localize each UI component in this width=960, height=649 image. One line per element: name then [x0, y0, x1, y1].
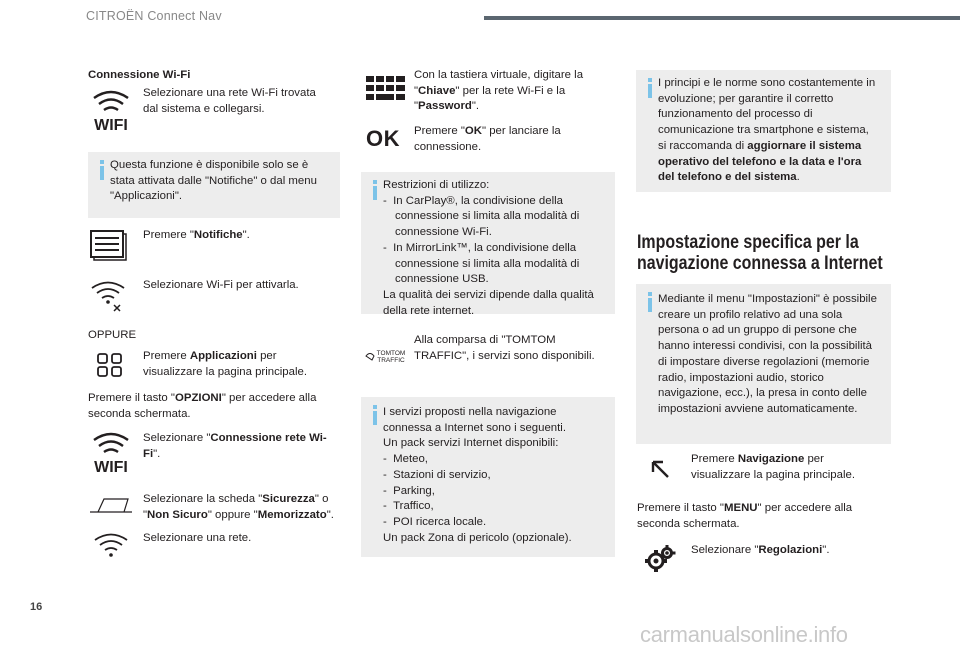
wifi-settings-icon — [88, 278, 128, 314]
wifi-icon — [88, 88, 134, 134]
note-wifi-availability — [88, 152, 340, 218]
tomtom-traffic-icon — [364, 346, 408, 366]
applications-icon — [96, 352, 124, 378]
step-tomtom-available: Alla comparsa di "TOMTOM TRAFFIC", i servizi sono disponibili. — [414, 334, 595, 362]
note-services-pack: Un pack servizi Internet disponibili: — [383, 437, 559, 450]
note-connected-services — [361, 397, 615, 557]
note-settings-profile — [636, 284, 891, 444]
section-heading-connected-nav: Impostazione specifica per la navigazione connessa a Internet — [637, 232, 883, 275]
wifi-icon-label: WIFI — [94, 459, 128, 476]
note-restrictions-quality: La qualità dei servizi dipende dalla qualità della rete internet. — [383, 289, 594, 317]
oppure-label: OPPURE — [88, 329, 137, 341]
list-item: - Parking, — [383, 484, 435, 497]
step-press-ok: Premere "OK" per lanciare la connessione. — [414, 125, 561, 153]
step-enter-key-password: Con la tastiera virtuale, digitare la "Chiave" per la rete Wi-Fi e la "Password". — [414, 69, 584, 113]
list-item: - Stazioni di servizio, — [383, 468, 491, 481]
note-services-danger-zone: Un pack Zona di pericolo (opzionale). — [383, 531, 572, 544]
navigation-icon — [650, 459, 672, 481]
step-press-navigazione: Premere Navigazione per visualizzare la pagina principale. — [691, 453, 855, 481]
step-select-wifi-network: Selezionare una rete Wi-Fi trovata dal sistema e collegarsi. — [143, 87, 316, 115]
header-bar — [484, 16, 960, 20]
note-restrictions-carplay: - In CarPlay®, la condivisione della connessione si limita alla modalità di connessione Wi-Fi. — [383, 194, 580, 239]
keyboard-icon — [365, 75, 407, 103]
step-press-menu: Premere il tasto "MENU" per accedere alla seconda schermata. — [637, 502, 853, 530]
svg-text:TRAFFIC: TRAFFIC — [377, 357, 405, 364]
step-press-applicazioni: Premere Applicazioni per visualizzare la pagina principale. — [143, 350, 307, 378]
note-restrictions-mirrorlink: - In MirrorLink™, la condivisione della connessione si limita alla modalità di connessione USB. — [383, 241, 580, 286]
note-usage-restrictions — [361, 172, 615, 317]
notifications-icon — [88, 228, 128, 262]
step-select-network: Selezionare una rete. — [143, 532, 252, 544]
note-wifi-availability-text: Questa funzione è disponibile solo se è stata attivata dalle "Notifiche" o dal menu "Applicazioni". — [110, 159, 317, 203]
step-select-connessione-rete: Selezionare "Connessione rete Wi-Fi". — [143, 432, 327, 460]
svg-text:TOMTOM: TOMTOM — [376, 350, 406, 357]
page-number: 16 — [30, 601, 43, 613]
list-item: - POI ricerca locale. — [383, 516, 487, 529]
wifi-icon — [88, 430, 134, 476]
step-activate-wifi: Selezionare Wi-Fi per attivarla. — [143, 279, 299, 291]
section-title-wifi: Connessione Wi-Fi — [88, 69, 191, 81]
note-principles — [636, 70, 891, 192]
note-services-intro: I servizi proposti nella navigazione connessa a Internet sono i seguenti. — [383, 406, 567, 434]
step-press-notifiche: Premere "Notifiche". — [143, 229, 250, 241]
wifi-signal-icon — [92, 530, 130, 560]
step-select-security-tab: Selezionare la scheda "Sicurezza" o "Non Sicuro" oppure "Memorizzato". — [143, 493, 334, 521]
note-principles-text: I principi e le norme sono costantemente in evoluzione; per garantire il corretto funzionamento del processo di comunicazione tra smartphone e sistema, si raccomanda di aggiornare il sistema operativo del telefono e la data e l'ora del telefono e del sistema. — [658, 77, 876, 184]
step-press-opzioni: Premere il tasto "OPZIONI" per accedere alla seconda schermata. — [88, 392, 317, 420]
tab-icon — [88, 496, 134, 516]
settings-gears-icon — [643, 544, 677, 578]
header-title: CITROËN Connect Nav — [86, 9, 222, 23]
note-services-list — [383, 452, 607, 531]
ok-icon: OK — [366, 126, 400, 151]
wifi-icon-label: WIFI — [94, 117, 128, 134]
list-item: - Meteo, — [383, 453, 428, 466]
note-restrictions-title: Restrizioni di utilizzo: — [383, 179, 490, 191]
watermark: carmanualsonline.info — [640, 622, 848, 647]
list-item: - Traffico, — [383, 500, 434, 513]
step-select-regolazioni: Selezionare "Regolazioni". — [691, 544, 830, 556]
note-settings-profile-text: Mediante il menu "Impostazioni" è possibile creare un profilo relativo ad una sola persona o ad un gruppo di persone che hanno interessi condivisi, con la possibilità di impostare diverse regolazioni (memorie radio, impostazioni audio, storico navigazione, ecc.), la presa in conto delle impostazioni avviene automaticamente. — [658, 293, 877, 416]
